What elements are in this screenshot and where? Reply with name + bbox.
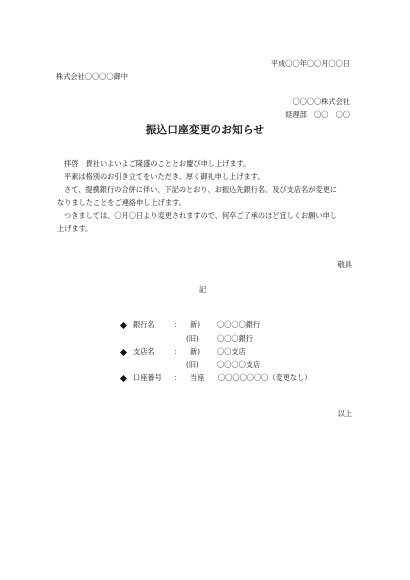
item-tag: (旧) xyxy=(186,360,199,369)
body-line: なりましたことをご連絡申し上げます。 xyxy=(57,198,186,207)
end-mark: 以上 xyxy=(337,409,352,418)
item-label: 口座番号 xyxy=(133,373,162,382)
body-line: つきましては、〇月〇日より変更されますので、何卒ご了承のほど宜しくお願い申し xyxy=(64,211,337,220)
body-line: 上げます。 xyxy=(57,224,93,233)
body-line: 拝啓 貴社いよいよご隆盛のこととお慶び申し上げます。 xyxy=(64,159,251,168)
document-title: 振込口座変更のお知らせ xyxy=(145,124,265,136)
item-tag: 新) xyxy=(190,320,200,329)
ki-heading: 記 xyxy=(199,285,207,294)
item-colon: ： xyxy=(174,373,182,382)
item-tag: (旧) xyxy=(186,334,199,343)
body-line: さて、提携銀行の合併に伴い、下記のとおり、お振込先銀行名、及び支店名が変更に xyxy=(64,185,337,194)
item-colon: ： xyxy=(174,347,182,356)
item-value: 〇〇支店 xyxy=(217,347,246,356)
item-label: 銀行名 xyxy=(133,320,155,329)
item-value: 〇〇〇〇支店 xyxy=(217,360,261,369)
letter-date: 平成〇〇年〇〇月〇〇日 xyxy=(270,59,350,68)
item-value: 〇〇〇〇銀行 xyxy=(217,320,261,329)
body-line: 平素は格別のお引き立てをいただき、厚く御礼申し上げます。 xyxy=(64,172,265,181)
recipient: 株式会社〇〇〇〇御中 xyxy=(56,72,128,81)
item-tag: 新) xyxy=(190,347,200,356)
diamond-bullet-icon xyxy=(120,349,127,356)
sender-department: 経理部 〇〇 〇〇 xyxy=(285,110,350,119)
diamond-bullet-icon xyxy=(120,375,127,382)
item-value: 〇〇〇〇〇〇〇（変更なし） xyxy=(218,373,312,382)
closing: 敬具 xyxy=(337,260,352,269)
item-value: 〇〇〇銀行 xyxy=(217,334,253,343)
item-colon: ： xyxy=(174,320,182,329)
sender-company: 〇〇〇〇株式会社 xyxy=(292,97,350,106)
item-label: 支店名 xyxy=(133,347,155,356)
diamond-bullet-icon xyxy=(120,322,127,329)
item-tag: 当座 xyxy=(190,373,205,382)
